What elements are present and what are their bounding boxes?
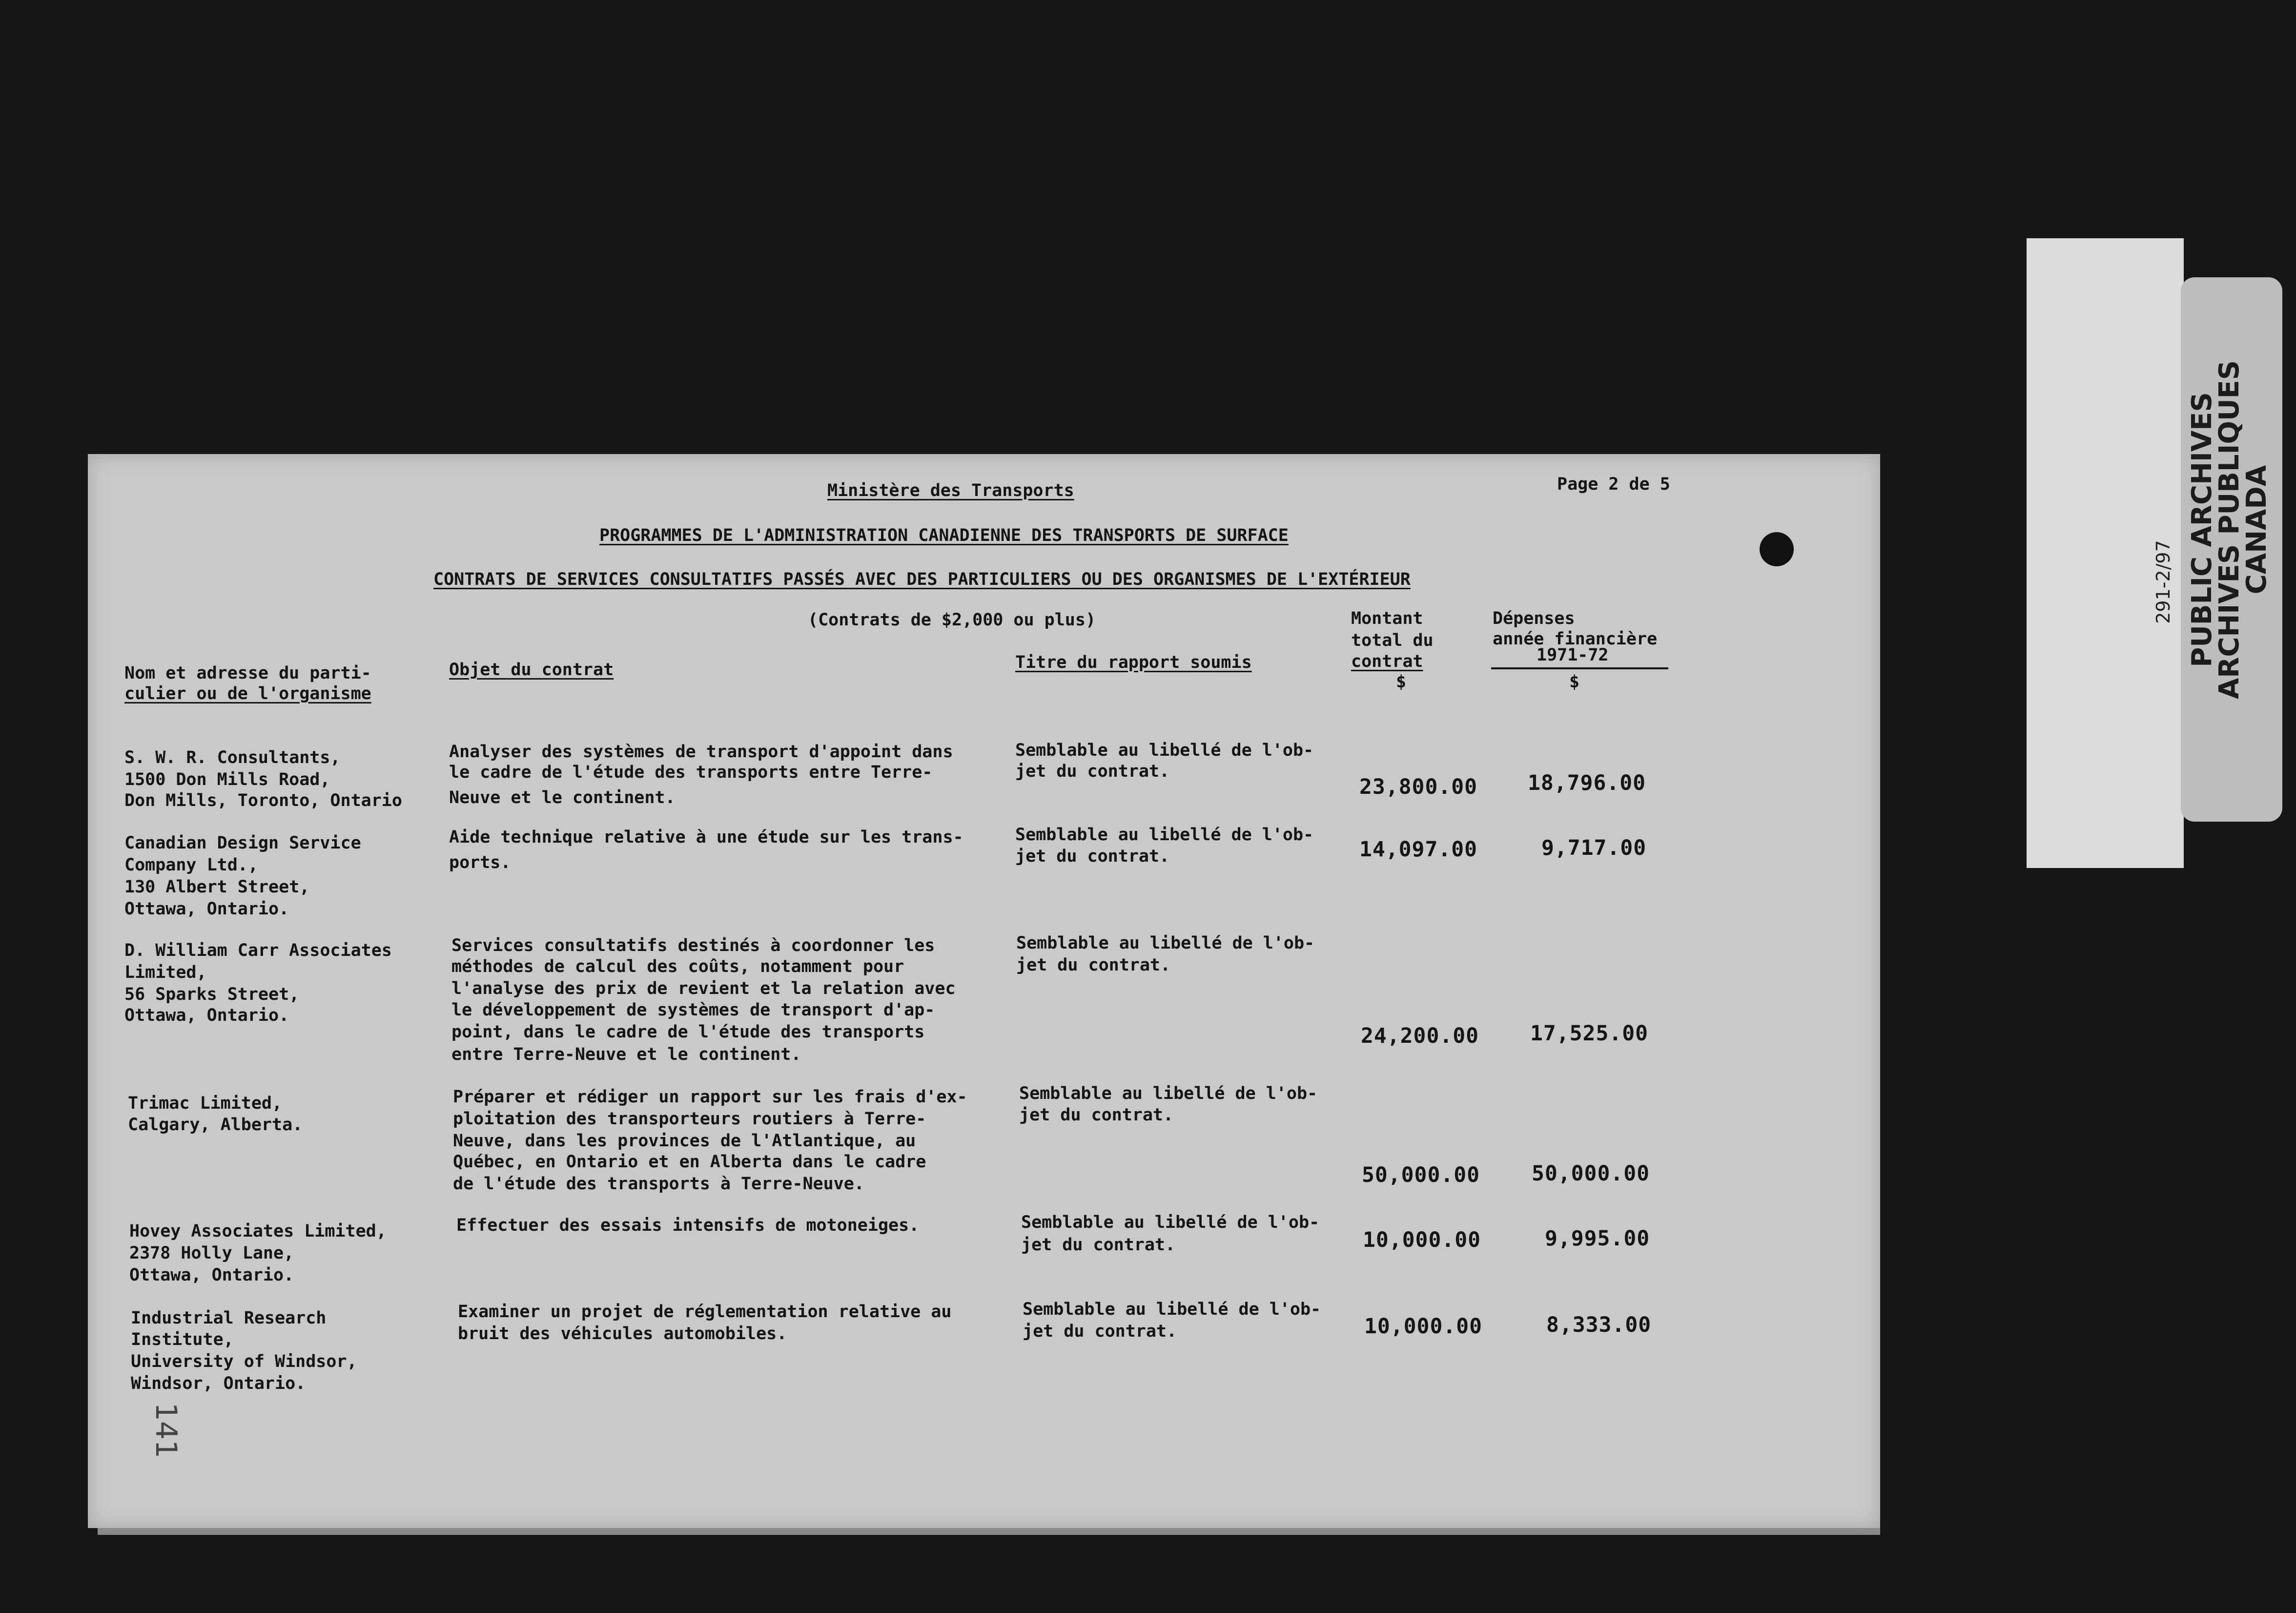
row-name-line: Don Mills, Toronto, Ontario <box>124 791 402 810</box>
row-object-line: bruit des véhicules automobiles. <box>458 1324 787 1344</box>
row-report-line: jet du contrat. <box>1015 762 1170 781</box>
col-name-line2: culier ou de l'organisme <box>124 684 371 703</box>
row-object-line: Neuve, dans les provinces de l'Atlantique, au <box>453 1131 916 1151</box>
row-spent: 50,000.00 <box>1532 1161 1650 1186</box>
col-amount-line1: Montant <box>1351 609 1423 628</box>
punch-hole <box>1760 532 1794 566</box>
col-name-line1: Nom et adresse du parti- <box>124 663 371 683</box>
stamp-line: CANADA <box>2241 465 2273 595</box>
row-name-line: Ottawa, Ontario. <box>124 1006 289 1025</box>
document-title: CONTRATS DE SERVICES CONSULTATIFS PASSÉS AVEC DES PARTICULIERS OU DES ORGANISMES DE L'EXTÉRIEUR <box>433 570 1411 589</box>
row-name-line: Hovey Associates Limited, <box>129 1221 387 1241</box>
col-amount-line3: contrat <box>1351 652 1423 671</box>
col-spent-rule <box>1491 667 1668 669</box>
row-spent: 18,796.00 <box>1528 771 1646 795</box>
row-object-line: de l'étude des transports à Terre-Neuve. <box>453 1174 864 1194</box>
row-name-line: Canadian Design Service <box>124 833 361 853</box>
row-name-line: D. William Carr Associates <box>124 941 392 960</box>
row-object-line: Analyser des systèmes de transport d'appoint dans <box>449 742 953 762</box>
row-name-line: Company Ltd., <box>124 855 258 875</box>
row-report-line: Semblable au libellé de l'ob- <box>1019 1084 1318 1103</box>
page-edge-shadow <box>98 1528 1880 1535</box>
row-object-line: Services consultatifs destinés à coordonner les <box>451 936 935 955</box>
col-spent-line2: année financière <box>1493 629 1658 649</box>
row-report-line: Semblable au libellé de l'ob- <box>1015 741 1314 760</box>
program-title: PROGRAMMES DE L'ADMINISTRATION CANADIENNE DES TRANSPORTS DE SURFACE <box>599 526 1289 545</box>
row-report-line: Semblable au libellé de l'ob- <box>1021 1213 1320 1232</box>
row-object-line: Aide technique relative à une étude sur les trans- <box>449 827 964 847</box>
col-report: Titre du rapport soumis <box>1015 653 1252 672</box>
row-spent: 9,717.00 <box>1541 836 1647 860</box>
row-spent: 17,525.00 <box>1530 1021 1648 1046</box>
document-subtitle: (Contrats de $2,000 ou plus) <box>808 610 1096 630</box>
row-report-line: jet du contrat. <box>1015 847 1170 866</box>
row-name-line: University of Windsor, <box>131 1352 357 1371</box>
col-spent-line3: 1971-72 <box>1537 645 1609 665</box>
row-name-line: Ottawa, Ontario. <box>124 899 289 919</box>
row-name-line: 130 Albert Street, <box>124 877 310 897</box>
row-object-line: Neuve et le continent. <box>449 788 676 807</box>
row-name-line: Limited, <box>124 963 207 982</box>
row-name-line: Trimac Limited, <box>128 1094 283 1113</box>
row-amount: 10,000.00 <box>1364 1314 1482 1339</box>
row-amount: 23,800.00 <box>1359 775 1477 799</box>
row-name-line: Calgary, Alberta. <box>128 1115 303 1135</box>
row-report-line: jet du contrat. <box>1016 955 1171 975</box>
row-object-line: l'analyse des prix de revient et la relation avec <box>451 979 956 998</box>
row-object-line: Québec, en Ontario et en Alberta dans le cadre <box>453 1152 926 1172</box>
row-report-line: Semblable au libellé de l'ob- <box>1016 933 1315 953</box>
row-object-line: Préparer et rédiger un rapport sur les frais d'ex- <box>453 1087 967 1107</box>
row-amount: 24,200.00 <box>1361 1024 1479 1048</box>
row-name-line: Institute, <box>131 1330 234 1349</box>
stamp-line: ARCHIVES PUBLIQUES <box>2214 360 2245 700</box>
row-amount: 50,000.00 <box>1362 1163 1480 1187</box>
row-object-line: Effectuer des essais intensifs de motoneiges. <box>456 1216 920 1235</box>
row-object-line: entre Terre-Neuve et le continent. <box>451 1045 801 1064</box>
row-spent: 9,995.00 <box>1545 1226 1650 1251</box>
row-object-line: ports. <box>449 853 511 872</box>
row-name-line: Industrial Research <box>131 1308 327 1328</box>
row-object-line: ploitation des transporteurs routiers à Terre- <box>453 1109 926 1129</box>
row-report-line: jet du contrat. <box>1021 1235 1176 1255</box>
row-object-line: Examiner un projet de réglementation relative au <box>458 1302 952 1322</box>
row-report-line: jet du contrat. <box>1023 1322 1177 1341</box>
row-object-line: point, dans le cadre de l'étude des transports <box>451 1022 925 1042</box>
ministry-title: Ministère des Transports <box>827 481 1074 500</box>
row-report-line: jet du contrat. <box>1019 1105 1174 1125</box>
row-name-line: 1500 Don Mills Road, <box>124 770 330 789</box>
row-object-line: le cadre de l'étude des transports entre Terre- <box>449 763 933 782</box>
row-name-line: 2378 Holly Lane, <box>129 1243 294 1263</box>
page-number: Page 2 de 5 <box>1557 475 1670 494</box>
col-amount-line2: total du <box>1351 631 1434 650</box>
row-object-line: le développement de systèmes de transport d'ap- <box>451 1000 935 1020</box>
row-amount: 14,097.00 <box>1359 837 1477 862</box>
stamp-line: PUBLIC ARCHIVES <box>2186 392 2218 667</box>
col-spent-line1: Dépenses <box>1493 609 1575 628</box>
col-amount-currency: $ <box>1396 672 1407 692</box>
row-report-line: Semblable au libellé de l'ob- <box>1015 825 1314 845</box>
row-name-line: S. W. R. Consultants, <box>124 748 341 767</box>
row-name-line: Ottawa, Ontario. <box>129 1265 294 1285</box>
row-spent: 8,333.00 <box>1546 1313 1652 1337</box>
col-spent-currency: $ <box>1569 672 1580 692</box>
row-name-line: 56 Sparks Street, <box>124 985 300 1004</box>
row-amount: 10,000.00 <box>1363 1228 1481 1252</box>
row-object-line: méthodes de calcul des coûts, notamment pour <box>451 957 904 976</box>
col-object: Objet du contrat <box>449 660 614 680</box>
row-report-line: Semblable au libellé de l'ob- <box>1023 1300 1321 1319</box>
row-name-line: Windsor, Ontario. <box>131 1374 306 1393</box>
